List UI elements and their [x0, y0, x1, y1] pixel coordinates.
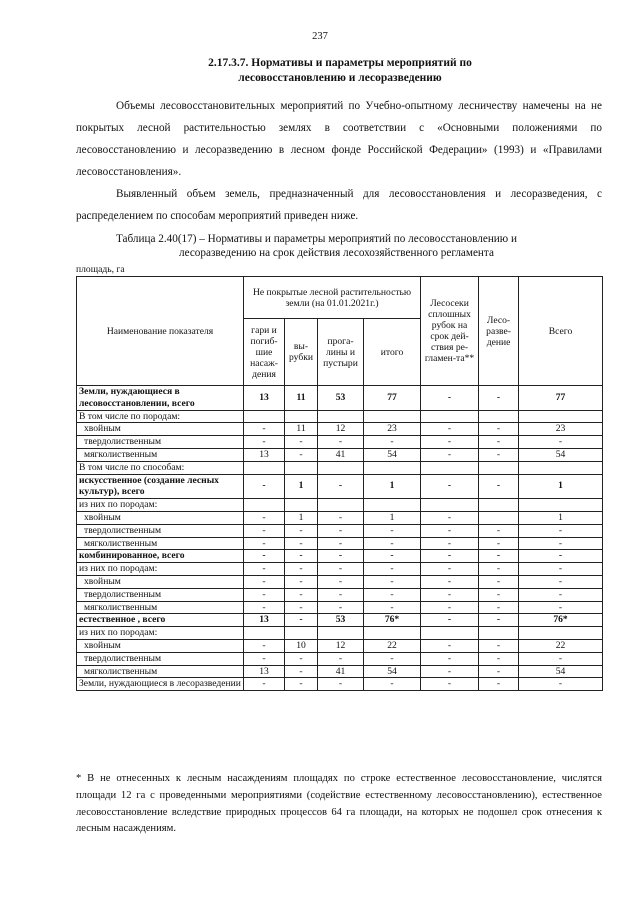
cell: - [244, 601, 285, 614]
cell: 1 [519, 511, 603, 524]
cell: - [479, 652, 519, 665]
cell: 76* [364, 614, 421, 627]
table-row [77, 524, 603, 537]
page-number: 237 [312, 31, 328, 42]
cell: 13 [244, 386, 285, 411]
cell: - [285, 614, 318, 627]
cell [421, 461, 479, 474]
cell [364, 461, 421, 474]
cell: 1 [364, 511, 421, 524]
header-glades: прога-лины и пустыри [318, 319, 364, 386]
table-row [77, 537, 603, 550]
table-row [77, 678, 603, 691]
cell [285, 410, 318, 423]
cell: - [479, 639, 519, 652]
header-total-uncovered: итого [364, 319, 421, 386]
cell: 76* [519, 614, 603, 627]
cell: - [285, 563, 318, 576]
cell [244, 627, 285, 640]
cell: - [421, 601, 479, 614]
cell: - [479, 678, 519, 691]
cell: - [285, 588, 318, 601]
table-row [77, 386, 603, 411]
cell [318, 499, 364, 512]
cell: 53 [318, 614, 364, 627]
cell [285, 627, 318, 640]
cell: 54 [519, 448, 603, 461]
cell: - [421, 524, 479, 537]
table-row [77, 474, 603, 499]
cell: - [479, 386, 519, 411]
cell: - [285, 652, 318, 665]
cell: 12 [318, 423, 364, 436]
table-caption-line-1: Таблица 2.40(17) – Нормативы и параметры мероприятий по лесовосстановлению и [116, 233, 517, 245]
cell: - [421, 550, 479, 563]
cell: - [364, 652, 421, 665]
cell: - [318, 575, 364, 588]
row-label: хвойным [77, 575, 244, 588]
cell: - [519, 588, 603, 601]
cell: - [519, 652, 603, 665]
cell: - [364, 588, 421, 601]
cell: - [285, 678, 318, 691]
cell: - [244, 423, 285, 436]
section-title [150, 56, 530, 86]
cell: - [318, 511, 364, 524]
cell [364, 410, 421, 423]
cell: - [479, 588, 519, 601]
cell: - [285, 448, 318, 461]
cell: - [244, 639, 285, 652]
cell [421, 499, 479, 512]
cell: 13 [244, 665, 285, 678]
cell: - [479, 524, 519, 537]
row-label: В том числе по способам: [77, 461, 244, 474]
cell: - [421, 678, 479, 691]
cell: - [421, 423, 479, 436]
header-uncovered-group: Не покрытые лесной растительностью земли (на 01.01.2021г.) [244, 277, 421, 319]
row-label: искусственное (создание лесных культур), всего [77, 474, 244, 499]
cell [244, 499, 285, 512]
cell: 13 [244, 448, 285, 461]
cell: 1 [364, 474, 421, 499]
cell: - [479, 601, 519, 614]
cell: - [479, 474, 519, 499]
cell: - [285, 665, 318, 678]
table-row [77, 511, 603, 524]
row-label: хвойным [77, 423, 244, 436]
cell: - [519, 550, 603, 563]
cell: - [479, 575, 519, 588]
row-label: комбинированное, всего [77, 550, 244, 563]
cell: 54 [519, 665, 603, 678]
cell: - [421, 448, 479, 461]
header-cutting: вы-рубки [285, 319, 318, 386]
cell: - [479, 614, 519, 627]
footnote: * В не отнесенных к лесным насаждениям площадях по строке естественное лесовосстановление, числятся площади 12 га с проведенными мероприятиями (содействие естественному лесовосстановлению), естественное лесовосстановление вследствие природных процессов 64 га площади, на которых не подошел срок отнесения к лесным насаждениям. [76, 773, 602, 835]
cell: - [244, 436, 285, 449]
cell: - [421, 386, 479, 411]
row-label: твердолиственным [77, 524, 244, 537]
row-label: из них по породам: [77, 627, 244, 640]
cell: - [519, 436, 603, 449]
cell: - [285, 601, 318, 614]
row-label: хвойным [77, 511, 244, 524]
cell: - [318, 588, 364, 601]
cell [479, 511, 519, 524]
cell [364, 499, 421, 512]
cell: - [421, 575, 479, 588]
cell: - [364, 601, 421, 614]
cell [519, 499, 603, 512]
cell: - [318, 563, 364, 576]
header-burnt: гари и погиб-шие насаж-дения [244, 319, 285, 386]
cell: - [479, 537, 519, 550]
row-label: твердолиственным [77, 588, 244, 601]
cell: - [318, 474, 364, 499]
table-row [77, 550, 603, 563]
table-row [77, 410, 603, 423]
cell [318, 461, 364, 474]
cell: - [364, 563, 421, 576]
cell: - [318, 537, 364, 550]
cell: - [479, 563, 519, 576]
cell: - [364, 524, 421, 537]
table-row [77, 601, 603, 614]
row-label: твердолиственным [77, 652, 244, 665]
table-row [77, 499, 603, 512]
cell: - [318, 678, 364, 691]
cell: - [285, 436, 318, 449]
cell [318, 410, 364, 423]
cell: - [244, 537, 285, 550]
row-label: твердолиственным [77, 436, 244, 449]
cell: - [285, 575, 318, 588]
table-row [77, 461, 603, 474]
cell: 54 [364, 448, 421, 461]
cell: - [244, 575, 285, 588]
cell: - [421, 614, 479, 627]
table-row [77, 627, 603, 640]
cell [318, 627, 364, 640]
cell: 1 [285, 511, 318, 524]
section-title-line-2: лесовосстановлению и лесоразведению [238, 72, 442, 84]
cell: - [285, 537, 318, 550]
cell: - [421, 436, 479, 449]
row-label: Земли, нуждающиеся в лесовосстановлении, всего [77, 386, 244, 411]
cell: - [244, 524, 285, 537]
cell: - [421, 652, 479, 665]
table-row [77, 448, 603, 461]
cell: - [479, 665, 519, 678]
table-row [77, 436, 603, 449]
cell: - [364, 550, 421, 563]
row-label: В том числе по породам: [77, 410, 244, 423]
cell [519, 627, 603, 640]
row-label: мягколиственным [77, 665, 244, 678]
cell [479, 499, 519, 512]
cell: - [421, 537, 479, 550]
paragraph-identified-volume: Выявленный объем земель, предназначенный для лесовосстановления и лесоразведения, с распределением по способам мероприятий приведен ниже. [76, 188, 602, 222]
section-title-line-1: 2.17.3.7. Нормативы и параметры мероприятий по [208, 57, 472, 69]
cell: - [318, 436, 364, 449]
header-name: Наименование показателя [77, 277, 244, 386]
cell: - [421, 563, 479, 576]
cell: - [519, 537, 603, 550]
cell: - [421, 588, 479, 601]
cell: - [244, 474, 285, 499]
paragraph-volumes: Объемы лесовосстановительных мероприятий по Учебно-опытному лесничеству намечены на не покрытых лесной растительностью землях в соответствии с «Основными положениями по лесовосстановлению и лесоразведению в лесном фонде Российской Федерации» (1993) и «Правилами лесовосстановления». [76, 100, 602, 178]
cell: - [364, 436, 421, 449]
cell [479, 410, 519, 423]
cell: - [479, 448, 519, 461]
cell: 77 [519, 386, 603, 411]
row-label: естественное , всего [77, 614, 244, 627]
unit-label: площадь, га [76, 264, 125, 275]
header-clearcut: Лесосеки сплошных рубок на срок дей-ствия ре-гламен-та** [421, 277, 479, 386]
row-label: хвойным [77, 639, 244, 652]
cell: - [244, 511, 285, 524]
cell: 53 [318, 386, 364, 411]
cell: - [519, 601, 603, 614]
row-label: из них по породам: [77, 563, 244, 576]
cell [244, 410, 285, 423]
row-label: мягколиственным [77, 537, 244, 550]
table-row [77, 652, 603, 665]
cell: - [519, 524, 603, 537]
reforestation-table [76, 276, 603, 691]
cell [421, 410, 479, 423]
cell: - [421, 665, 479, 678]
table-row [77, 563, 603, 576]
cell [519, 410, 603, 423]
cell: - [364, 678, 421, 691]
cell: 11 [285, 386, 318, 411]
cell: - [244, 652, 285, 665]
cell: 41 [318, 665, 364, 678]
cell: 11 [285, 423, 318, 436]
cell [244, 461, 285, 474]
table-row [77, 423, 603, 436]
cell: - [364, 537, 421, 550]
cell: 22 [364, 639, 421, 652]
cell: - [318, 652, 364, 665]
cell: - [244, 550, 285, 563]
cell: - [244, 563, 285, 576]
cell [479, 461, 519, 474]
cell: 1 [285, 474, 318, 499]
cell: 54 [364, 665, 421, 678]
table-row [77, 665, 603, 678]
cell: 12 [318, 639, 364, 652]
cell: - [364, 575, 421, 588]
table-caption-line-2: лесоразведению на срок действия лесохозяйственного регламента [179, 247, 494, 259]
cell: - [318, 550, 364, 563]
cell: - [318, 524, 364, 537]
cell: 23 [364, 423, 421, 436]
cell: 41 [318, 448, 364, 461]
cell: - [244, 588, 285, 601]
cell [285, 499, 318, 512]
cell [519, 461, 603, 474]
cell: - [479, 423, 519, 436]
row-label: мягколиственным [77, 448, 244, 461]
cell: 23 [519, 423, 603, 436]
cell: - [285, 524, 318, 537]
cell: - [479, 550, 519, 563]
cell: - [318, 601, 364, 614]
cell: - [519, 678, 603, 691]
cell [364, 627, 421, 640]
row-label: Земли, нуждающиеся в лесоразведении [77, 678, 244, 691]
cell: - [421, 639, 479, 652]
table-row [77, 575, 603, 588]
cell: - [244, 678, 285, 691]
cell: 22 [519, 639, 603, 652]
cell [285, 461, 318, 474]
cell: - [285, 550, 318, 563]
cell: - [519, 563, 603, 576]
cell: 10 [285, 639, 318, 652]
cell [421, 627, 479, 640]
cell: - [479, 436, 519, 449]
table-row [77, 588, 603, 601]
cell [479, 627, 519, 640]
row-label: мягколиственным [77, 601, 244, 614]
cell: - [519, 575, 603, 588]
cell: 13 [244, 614, 285, 627]
cell: 1 [519, 474, 603, 499]
table-row [77, 639, 603, 652]
header-total: Всего [519, 277, 603, 386]
header-afforestation: Лесо-разве-дение [479, 277, 519, 386]
table-row [77, 614, 603, 627]
cell: - [421, 474, 479, 499]
row-label: из них по породам: [77, 499, 244, 512]
cell: - [421, 511, 479, 524]
cell: 77 [364, 386, 421, 411]
